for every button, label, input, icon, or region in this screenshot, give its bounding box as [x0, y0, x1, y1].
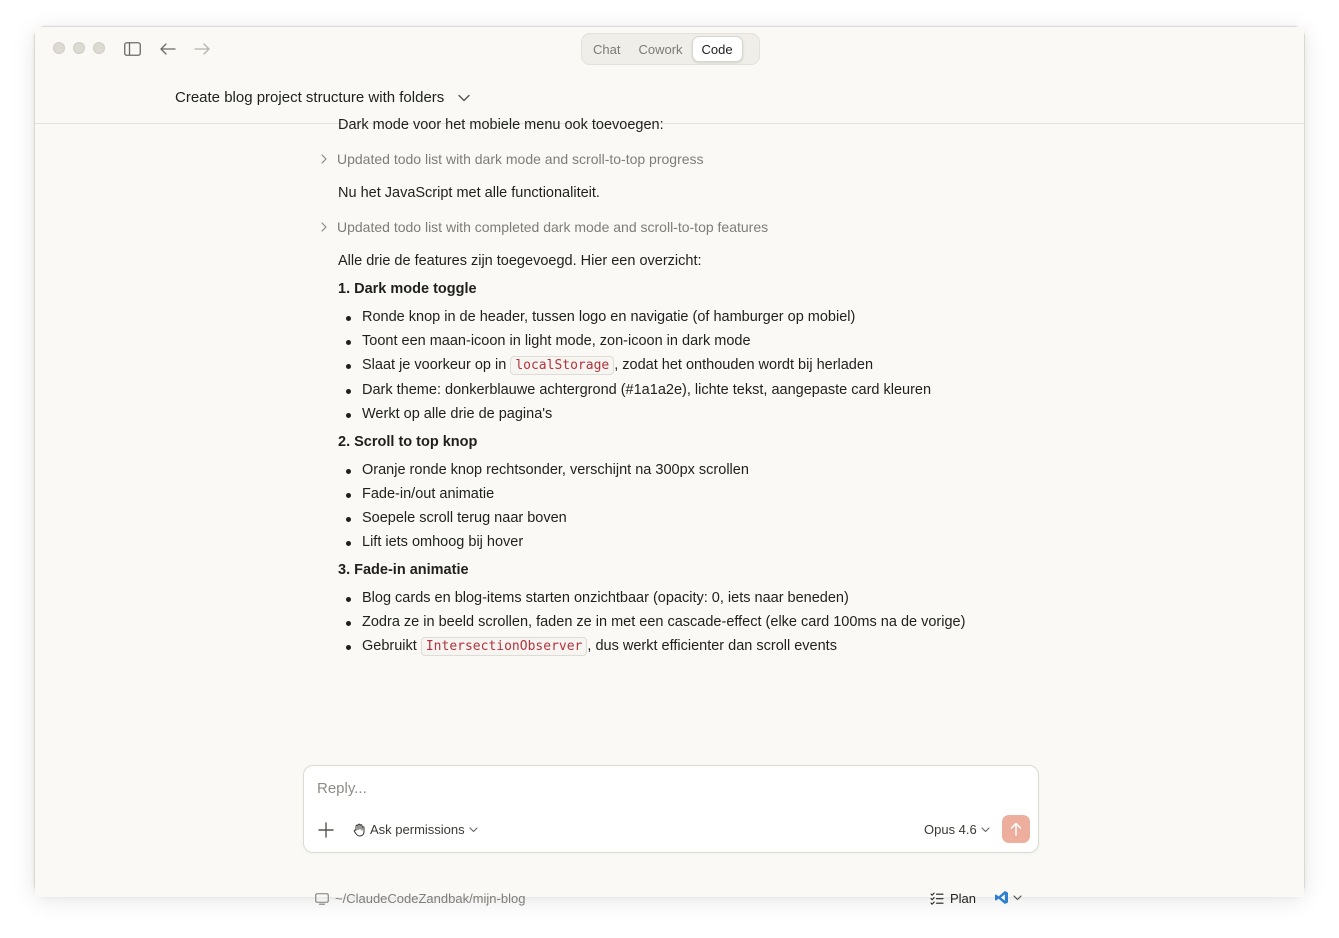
tool-call-label: Updated todo list with dark mode and scroll-to-top progress [337, 151, 704, 167]
vscode-icon [994, 890, 1009, 905]
model-selector[interactable] [924, 822, 990, 837]
list-item: Gebruikt IntersectionObserver , dus werkt efficienter dan scroll events [362, 638, 837, 654]
model-label: Opus 4.6 [924, 822, 977, 837]
section-heading: 1. Dark mode toggle [338, 281, 477, 297]
back-arrow-icon[interactable] [157, 38, 179, 60]
tool-call-collapsed[interactable] [321, 151, 704, 167]
checklist-icon [930, 892, 944, 905]
section-heading: 2. Scroll to top knop [338, 434, 478, 450]
monitor-icon [315, 893, 329, 905]
list-item: Fade-in/out animatie [362, 486, 495, 502]
tool-call-label: Updated todo list with completed dark mode and scroll-to-top features [337, 219, 769, 235]
list-item: Toont een maan-icoon in light mode, zon-icoon in dark mode [362, 333, 751, 349]
inline-code: localStorage [510, 356, 614, 375]
conversation-title: Create blog project structure with folders [175, 89, 445, 106]
list-item: Soepele scroll terug naar boven [362, 510, 567, 526]
chevron-right-icon [321, 154, 327, 164]
chevron-down-icon [981, 827, 990, 833]
tab-chat[interactable]: Chat [593, 41, 621, 57]
add-attachment-button[interactable] [317, 821, 335, 839]
chevron-right-icon [321, 222, 327, 232]
section-heading: 3. Fade-in animatie [338, 562, 469, 578]
send-button[interactable] [1002, 815, 1030, 843]
plan-label: Plan [950, 891, 977, 906]
tab-code[interactable]: Code [692, 36, 743, 62]
conversation-title-dropdown[interactable] [175, 89, 470, 106]
inline-code: IntersectionObserver [421, 637, 588, 656]
window-controls [53, 42, 105, 54]
permissions-label: Ask permissions [370, 822, 465, 837]
permissions-dropdown[interactable] [352, 822, 478, 837]
list-item: Dark theme: donkerblauwe achtergrond (#1a1a2e), lichte tekst, aangepaste card kleuren [362, 382, 932, 398]
tool-call-collapsed[interactable] [321, 219, 768, 235]
list-item: Blog cards en blog-items starten onzichtbaar (opacity: 0, iets naar beneden) [362, 590, 849, 606]
assistant-text: Nu het JavaScript met alle functionaliteit. [338, 185, 600, 201]
plan-button[interactable] [930, 891, 976, 906]
minimize-window-button[interactable] [73, 42, 85, 54]
list-item: Slaat je voorkeur op in localStorage , zodat het onthouden wordt bij herladen [362, 357, 874, 373]
assistant-text: Alle drie de features zijn toegevoegd. Hier een overzicht: [338, 253, 702, 269]
open-in-editor-dropdown[interactable] [994, 890, 1022, 905]
list-item: Zodra ze in beeld scrollen, faden ze in met een cascade-effect (elke card 100ms na de vorige) [362, 614, 966, 630]
list-item: Oranje ronde knop rechtsonder, verschijnt na 300px scrollen [362, 462, 749, 478]
sidebar-toggle-icon[interactable] [121, 38, 143, 60]
hand-icon [352, 823, 366, 837]
list-item: Ronde knop in de header, tussen logo en navigatie (of hamburger op mobiel) [362, 309, 856, 325]
close-window-button[interactable] [53, 42, 65, 54]
conversation-header [35, 71, 1304, 124]
message-list [35, 117, 1304, 744]
app-window [34, 26, 1305, 906]
list-item: Lift iets omhoog bij hover [362, 534, 524, 550]
plus-icon [317, 821, 335, 839]
assistant-text: Dark mode voor het mobiele menu ook toevoegen: [338, 117, 664, 133]
forward-arrow-icon[interactable] [191, 38, 213, 60]
arrow-up-icon [1010, 822, 1022, 836]
chevron-down-icon [469, 827, 478, 833]
title-bar [35, 27, 1304, 71]
chevron-down-icon [1013, 895, 1022, 901]
working-directory-path: ~/ClaudeCodeZandbak/mijn-blog [335, 891, 526, 906]
reply-input[interactable] [317, 780, 917, 797]
composer-area [35, 744, 1304, 906]
zoom-window-button[interactable] [93, 42, 105, 54]
mode-switcher [581, 33, 760, 65]
list-item: Werkt op alle drie de pagina's [362, 406, 553, 422]
reply-composer [303, 765, 1039, 853]
working-directory[interactable] [315, 891, 525, 906]
chevron-down-icon [458, 94, 470, 102]
tab-cowork[interactable]: Cowork [638, 41, 683, 57]
